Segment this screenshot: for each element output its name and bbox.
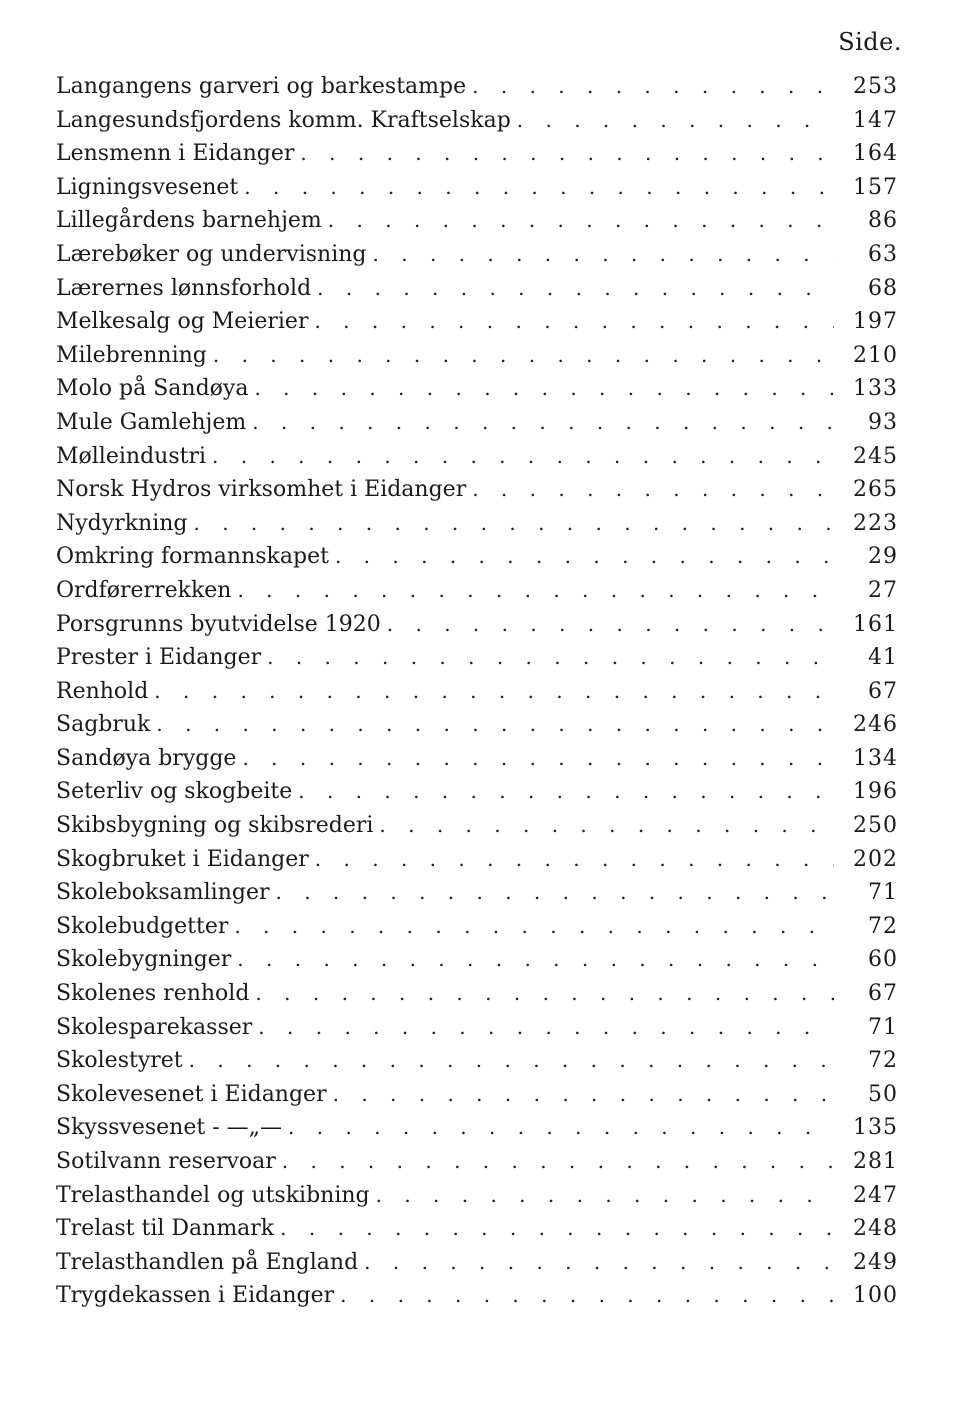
entry-page-number: 161 (853, 611, 898, 637)
dot-leader (282, 1145, 834, 1179)
dot-leader (376, 1179, 834, 1213)
dot-leader (154, 675, 834, 709)
dot-leader (255, 977, 834, 1011)
index-entry (56, 540, 898, 574)
entry-title: Skogbruket i Eidanger (56, 846, 309, 872)
dot-leader (333, 1078, 834, 1112)
dot-leader (314, 305, 834, 339)
index-entry (56, 440, 898, 474)
entry-title: Sandøya brygge (56, 745, 237, 771)
entry-page-number: 246 (853, 712, 898, 738)
index-entry (56, 204, 898, 238)
dot-leader (242, 742, 834, 776)
entry-page-number: 196 (853, 779, 898, 805)
entry-page-number: 50 (868, 1081, 898, 1107)
index-entry (56, 70, 898, 104)
dot-leader (387, 608, 834, 642)
entry-page-number: 67 (868, 981, 898, 1007)
dot-leader (298, 775, 834, 809)
index-entry (56, 372, 898, 406)
entry-page-number: 86 (868, 208, 898, 234)
dot-leader (288, 1111, 834, 1145)
dot-leader (317, 272, 834, 306)
index-entry (56, 272, 898, 306)
dot-leader (254, 372, 834, 406)
index-entry (56, 305, 898, 339)
entry-page-number: 202 (853, 846, 898, 872)
dot-leader (244, 171, 834, 205)
entry-page-number: 164 (853, 141, 898, 167)
entry-page-number: 157 (853, 174, 898, 200)
dot-leader (373, 238, 834, 272)
dot-leader (315, 843, 834, 877)
dot-leader (237, 574, 834, 608)
entry-title: Mule Gamlehjem (56, 409, 247, 435)
entry-page-number: 60 (868, 947, 898, 973)
index-entry (56, 507, 898, 541)
dot-leader (267, 641, 834, 675)
entry-page-number: 72 (868, 1048, 898, 1074)
entry-page-number: 135 (853, 1115, 898, 1141)
index-entry (56, 473, 898, 507)
entry-title: Porsgrunns byutvidelse 1920 (56, 611, 381, 637)
entry-page-number: 247 (853, 1182, 898, 1208)
dot-leader (340, 1279, 834, 1313)
dot-leader (472, 70, 834, 104)
dot-leader (258, 1011, 834, 1045)
entry-page-number: 253 (853, 74, 898, 99)
entry-page-number: 63 (868, 241, 898, 267)
index-entry (56, 574, 898, 608)
entry-title: Ordførerrekken (56, 577, 232, 603)
entry-title: Milebrenning (56, 342, 207, 368)
dot-leader (517, 104, 834, 138)
index-entry (56, 876, 898, 910)
entry-page-number: 281 (853, 1149, 898, 1174)
index-entry (56, 708, 898, 742)
index-entry (56, 406, 898, 440)
index-entry (56, 809, 898, 843)
entry-title: Nydyrkning (56, 510, 188, 536)
entry-page-number: 265 (853, 477, 898, 503)
entry-title: Trelasthandlen på England (56, 1249, 359, 1275)
entry-title: Skolebudgetter (56, 913, 229, 939)
entry-title: Renhold (56, 678, 149, 704)
entry-page-number: 250 (853, 813, 898, 839)
entry-page-number: 93 (868, 409, 898, 435)
entry-title: Prester i Eidanger (56, 645, 262, 671)
entry-page-number: 210 (853, 342, 898, 368)
dot-leader (379, 809, 834, 843)
page-column-label: Side. (838, 28, 902, 56)
index-entry (56, 1044, 898, 1078)
dot-leader (213, 339, 834, 373)
entry-page-number: 29 (868, 544, 898, 570)
index-entry (56, 910, 898, 944)
entry-title: Lærebøker og undervisning (56, 241, 367, 267)
entry-page-number: 41 (868, 645, 898, 671)
entry-page-number: 248 (853, 1216, 898, 1242)
dot-leader (364, 1246, 834, 1280)
index-entry (56, 1246, 898, 1280)
entry-page-number: 245 (853, 443, 898, 469)
entry-title: Skyssvesenet - —„— (56, 1115, 283, 1141)
entry-title: Sagbruk (56, 712, 151, 738)
dot-leader (335, 540, 834, 574)
dot-leader (300, 137, 834, 171)
index-entry (56, 608, 898, 642)
dot-leader (280, 1212, 834, 1246)
entry-title: Omkring formannskapet (56, 544, 329, 570)
dot-leader (252, 406, 834, 440)
index-entry (56, 943, 898, 977)
entry-title: Trygdekassen i Eidanger (56, 1283, 335, 1309)
entry-title: Norsk Hydros virksomhet i Eidanger (56, 477, 467, 503)
entry-page-number: 134 (853, 745, 898, 771)
dot-leader (189, 1044, 834, 1078)
entry-page-number: 27 (868, 577, 898, 603)
index-entry (56, 1145, 898, 1179)
entry-page-number: 71 (868, 880, 898, 906)
dot-leader (212, 440, 834, 474)
index-entry (56, 843, 898, 877)
index-entry (56, 1279, 898, 1313)
index-entry (56, 742, 898, 776)
entry-title: Trelasthandel og utskibning (56, 1182, 370, 1208)
dot-leader (194, 507, 835, 541)
entry-title: Langesundsfjordens komm. Kraftselskap (56, 107, 511, 133)
entry-page-number: 71 (868, 1014, 898, 1040)
entry-page-number: 249 (853, 1249, 898, 1275)
index-entry (56, 1212, 898, 1246)
entry-page-number: 133 (853, 376, 898, 402)
dot-leader (156, 708, 834, 742)
index-entry (56, 238, 898, 272)
entry-page-number: 147 (853, 107, 898, 133)
entry-title: Skolevesenet i Eidanger (56, 1081, 327, 1107)
entry-title: Melkesalg og Meierier (56, 309, 309, 335)
entry-title: Langangens garveri og barkestampe (56, 74, 467, 99)
entry-page-number: 197 (853, 309, 898, 335)
entry-title: Ligningsvesenet (56, 174, 239, 200)
entry-title: Lensmenn i Eidanger (56, 141, 295, 167)
index-entry (56, 137, 898, 171)
entry-title: Skoleboksamlinger (56, 880, 270, 906)
index-entry (56, 977, 898, 1011)
entry-title: Lærernes lønnsforhold (56, 275, 312, 301)
index-entry (56, 775, 898, 809)
entry-title: Skolesparekasser (56, 1014, 253, 1040)
entry-title: Skolebygninger (56, 947, 232, 973)
entry-page-number: 223 (853, 510, 898, 536)
entry-title: Seterliv og skogbeite (56, 779, 293, 805)
index-entry (56, 1011, 898, 1045)
entry-page-number: 72 (868, 913, 898, 939)
entry-title: Sotilvann reservoar (56, 1149, 276, 1174)
entry-page-number: 68 (868, 275, 898, 301)
index-entry (56, 1111, 898, 1145)
entry-title: Lillegårdens barnehjem (56, 208, 322, 234)
index-entry (56, 675, 898, 709)
index-entry (56, 1179, 898, 1213)
index-entry (56, 104, 898, 138)
index-entry (56, 641, 898, 675)
index-list (56, 70, 898, 1313)
entry-title: Skibsbygning og skibsrederi (56, 813, 374, 839)
dot-leader (276, 876, 835, 910)
entry-title: Mølleindustri (56, 443, 207, 469)
dot-leader (234, 910, 834, 944)
index-entry (56, 339, 898, 373)
entry-title: Skolestyret (56, 1048, 183, 1074)
index-entry (56, 1078, 898, 1112)
entry-page-number: 67 (868, 678, 898, 704)
index-entry (56, 171, 898, 205)
dot-leader (472, 473, 834, 507)
dot-leader (237, 943, 834, 977)
entry-title: Molo på Sandøya (56, 376, 249, 402)
entry-title: Skolenes renhold (56, 981, 250, 1007)
dot-leader (328, 204, 834, 238)
entry-title: Trelast til Danmark (56, 1216, 275, 1242)
entry-page-number: 100 (853, 1283, 898, 1309)
